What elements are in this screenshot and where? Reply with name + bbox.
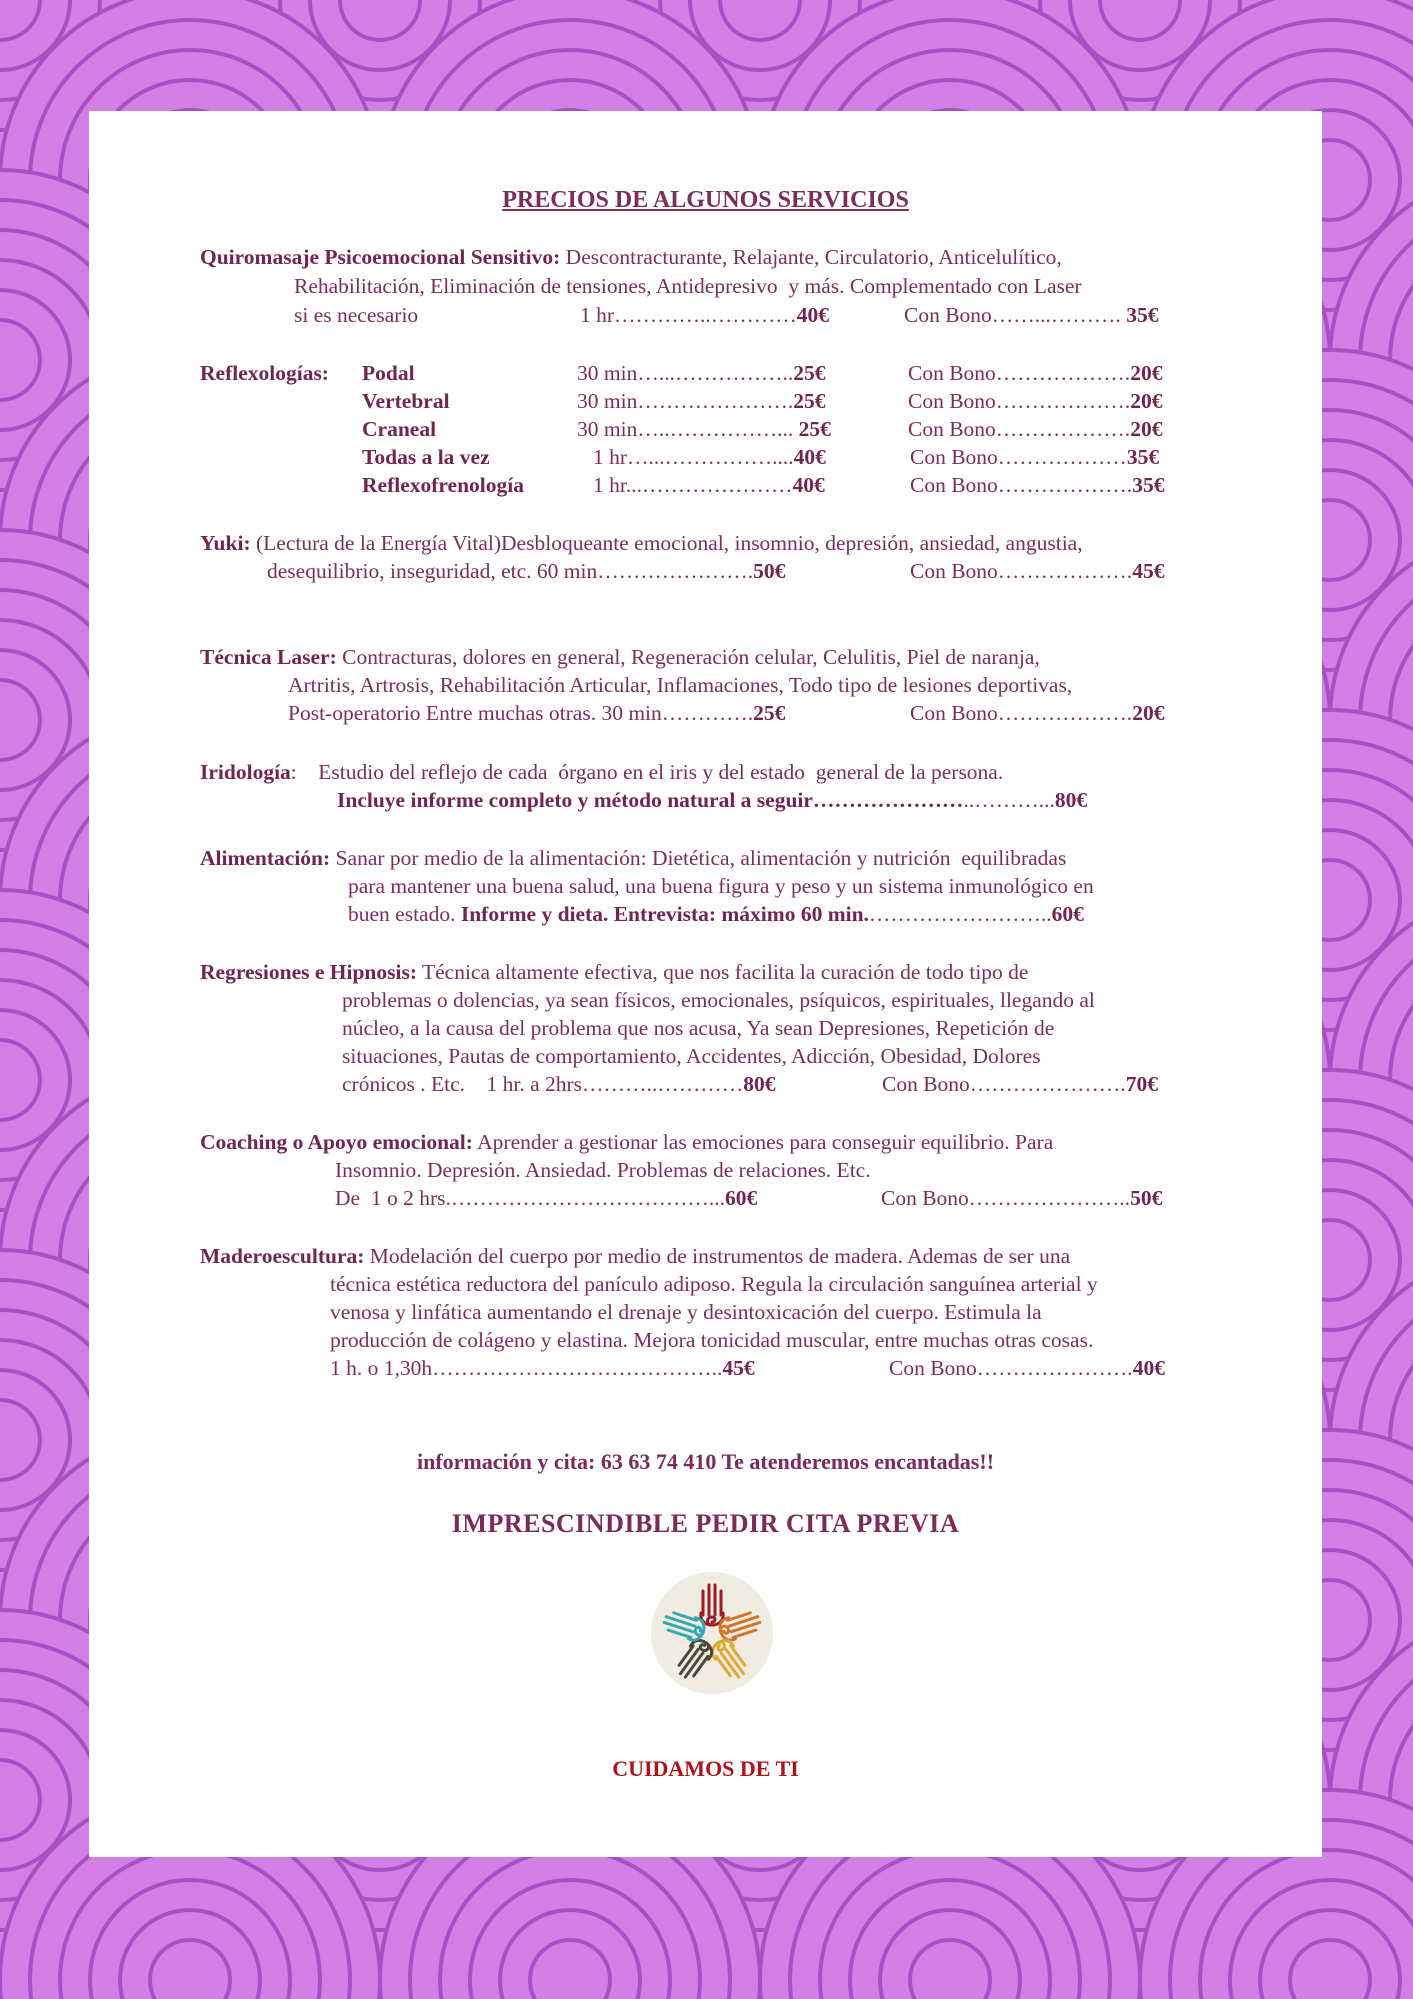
bono-label: Con Bono……………….: [908, 417, 1131, 441]
price: 45€: [722, 1356, 755, 1380]
service-description: Descontracturante, Relajante, Circulatorio, Anticelulítico,: [560, 245, 1062, 269]
sub-service-name: Todas a la vez: [362, 445, 490, 469]
bono-price: 35€: [1126, 445, 1160, 469]
price-row: [580, 302, 829, 328]
duration: 30 min…..……………...: [577, 417, 799, 441]
service-description: núcleo, a la causa del problema que nos acusa, Ya sean Depresiones, Repetición de: [342, 1016, 1055, 1040]
bono-price: 35€: [1126, 303, 1159, 327]
service-description: si es necesario: [294, 303, 419, 327]
bono-price: 20€: [1130, 417, 1163, 441]
bono-price-row: [910, 700, 1164, 726]
service-description: buen estado.: [348, 902, 461, 926]
service-description: Sanar por medio de la alimentación: Dietética, alimentación y nutrición equilibradas: [330, 846, 1067, 870]
service-description: problemas o dolencias, ya sean físicos, emocionales, psíquicos, espirituales, llegando al: [342, 988, 1095, 1012]
price-row: [330, 1355, 755, 1381]
bono-price: 20€: [1130, 361, 1163, 385]
service-name: Técnica Laser:: [200, 645, 337, 669]
bono-price-row: [889, 1355, 1165, 1381]
appointment-notice: IMPRESCINDIBLE PEDIR CITA PREVIA: [451, 1509, 960, 1538]
bono-price-row: [910, 472, 1164, 498]
price-row: [342, 1071, 776, 1097]
contact-info: información y cita: 63 63 74 410 Te atenderemos encantadas!!: [416, 1449, 995, 1474]
dot-leader: ……………………..: [868, 902, 1052, 926]
service-description: Artritis, Artrosis, Rehabilitación Articular, Inflamaciones, Todo tipo de lesiones deportivas,: [288, 673, 1073, 697]
price: 25€: [753, 701, 786, 725]
duration: 1 hr…………..…………: [580, 303, 797, 327]
price-row: [577, 388, 825, 414]
price: 40€: [796, 303, 830, 327]
duration: 1 hr...…………………: [593, 473, 793, 497]
price-row: [577, 360, 825, 386]
service-includes: Informe y dieta. Entrevista: máximo 60 min.: [460, 902, 869, 926]
price: 25€: [793, 361, 826, 385]
price: 25€: [793, 389, 826, 413]
sub-service-name: Podal: [362, 361, 415, 385]
bono-price-row: [910, 558, 1164, 584]
dot-leader: ..………...: [963, 788, 1055, 812]
service-name: Coaching o Apoyo emocional:: [200, 1130, 473, 1154]
sub-service-name: Craneal: [362, 417, 437, 441]
service-description: Rehabilitación, Eliminación de tensiones, Antidepresivo y más. Complementado con Laser: [294, 274, 1082, 298]
price-list-card: [89, 111, 1322, 1857]
price: 60€: [724, 1186, 758, 1210]
bono-price-row: [881, 1185, 1162, 1211]
bono-price: 35€: [1132, 473, 1165, 497]
bono-label: Con Bono…………………..: [881, 1186, 1131, 1210]
bono-price: 50€: [1130, 1186, 1163, 1210]
page-title: PRECIOS DE ALGUNOS SERVICIOS: [502, 187, 909, 213]
bono-price-row: [882, 1071, 1158, 1097]
service-name: Iridología: [200, 760, 291, 784]
service-description: (Lectura de la Energía Vital)Desbloqueante emocional, insomnio, depresión, ansiedad, angustia,: [250, 531, 1083, 555]
price: 80€: [1054, 788, 1088, 812]
price: 50€: [753, 559, 786, 583]
price: 60€: [1051, 902, 1084, 926]
service-description: situaciones, Pautas de comportamiento, Accidentes, Adicción, Obesidad, Dolores: [342, 1044, 1041, 1068]
bono-price: 45€: [1132, 559, 1165, 583]
slogan: CUIDAMOS DE TI: [612, 1756, 799, 1781]
duration: 1 hr…...……………....: [593, 445, 794, 469]
bono-price: 70€: [1125, 1072, 1158, 1096]
bono-price: 20€: [1130, 389, 1163, 413]
service-name: Quiromasaje Psicoemocional Sensitivo:: [200, 245, 561, 269]
duration: 30 min………………….: [577, 389, 794, 413]
price: 25€: [798, 417, 831, 441]
bono-price-row: [910, 444, 1159, 470]
price: 40€: [793, 445, 826, 469]
service-description: producción de colágeno y elastina. Mejora tonicidad muscular, entre muchas otras cosas.: [330, 1328, 1094, 1352]
service-name: Yuki:: [200, 531, 251, 555]
price-row: [267, 558, 785, 584]
service-description: crónicos . Etc. 1 hr. a 2hrs………..…………: [342, 1072, 744, 1096]
price-row: [593, 472, 825, 498]
price-row: [577, 416, 831, 442]
price-row: [593, 444, 826, 470]
price: 40€: [792, 473, 825, 497]
bono-label: Con Bono……...……….: [904, 303, 1127, 327]
bono-label: Con Bono……………….: [910, 473, 1133, 497]
bono-price-row: [908, 360, 1162, 386]
duration: 30 min…...……………..: [577, 361, 794, 385]
sub-service-name: Vertebral: [362, 389, 450, 413]
bono-label: Con Bono……………….: [908, 361, 1131, 385]
bono-label: Con Bono………………….: [882, 1072, 1126, 1096]
service-description: venosa y linfática aumentando el drenaje y desintoxicación del cuerpo. Estimula la: [330, 1300, 1042, 1324]
service-description: Insomnio. Depresión. Ansiedad. Problemas de relaciones. Etc.: [335, 1158, 871, 1182]
service-description: desequilibrio, inseguridad, etc. 60 min………………….: [267, 559, 754, 583]
bono-label: Con Bono……………….: [908, 389, 1131, 413]
service-description: Contracturas, dolores en general, Regeneración celular, Celulitis, Piel de naranja,: [336, 645, 1040, 669]
service-description: Aprender a gestionar las emociones para conseguir equilibrio. Para: [472, 1130, 1054, 1154]
five-hands-circle-logo-icon: [650, 1571, 774, 1695]
service-name: Regresiones e Hipnosis:: [200, 960, 417, 984]
price-row: [337, 787, 1087, 813]
bono-label: Con Bono………………….: [889, 1356, 1133, 1380]
price-row: [288, 700, 785, 726]
service-name: Alimentación:: [200, 846, 331, 870]
bono-price-row: [904, 302, 1158, 328]
sub-service-name: Reflexofrenología: [362, 473, 525, 497]
service-description: De 1 o 2 hrs.………………………………...: [335, 1186, 725, 1210]
bono-price-row: [908, 388, 1162, 414]
price-row: [348, 901, 1084, 927]
bono-price: 20€: [1132, 701, 1165, 725]
service-description: Post-operatorio Entre muchas otras. 30 min………….: [288, 701, 754, 725]
bono-label: Con Bono……………….: [910, 701, 1133, 725]
service-description: Técnica altamente efectiva, que nos facilita la curación de todo tipo de: [417, 960, 1029, 984]
service-description: técnica estética reductora del panículo adiposo. Regula la circulación sanguínea arterial y: [330, 1272, 1098, 1296]
service-description: para mantener una buena salud, una buena figura y peso y un sistema inmunológico en: [348, 874, 1094, 898]
service-description: 1 h. o 1,30h…………………………………..: [330, 1356, 723, 1380]
service-name: Maderoescultura:: [200, 1244, 365, 1268]
service-name: Reflexologías:: [200, 361, 329, 385]
bono-price-row: [908, 416, 1162, 442]
bono-label: Con Bono………………: [910, 445, 1127, 469]
price-row: [335, 1185, 757, 1211]
service-includes: Incluye informe completo y método natural a seguir…………………: [337, 788, 964, 812]
price: 80€: [743, 1072, 776, 1096]
service-description: Modelación del cuerpo por medio de instrumentos de madera. Ademas de ser una: [364, 1244, 1071, 1268]
service-description: : Estudio del reflejo de cada órgano en el iris y del estado general de la persona.: [290, 760, 1004, 784]
bono-label: Con Bono……………….: [910, 559, 1133, 583]
bono-price: 40€: [1132, 1356, 1165, 1380]
